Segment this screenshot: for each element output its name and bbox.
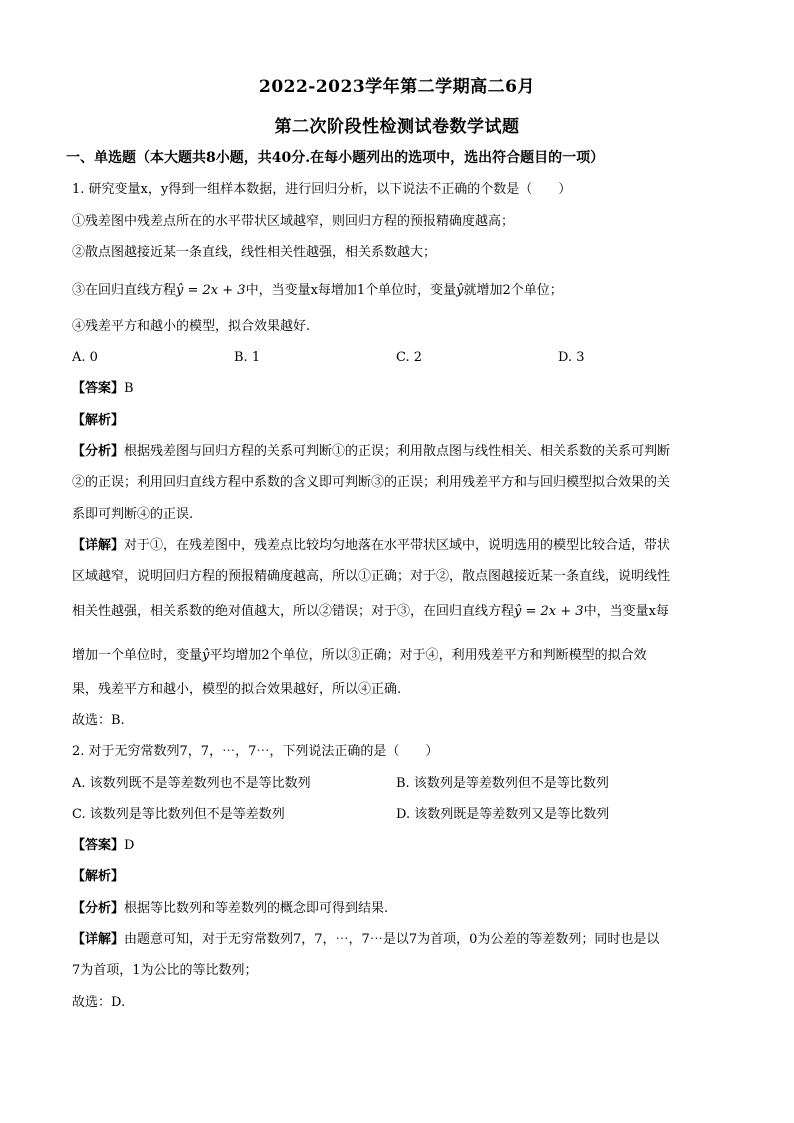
q2-option-b: B. 该数列是等差数列但不是等比数列 <box>396 776 609 791</box>
section-heading: 一、单选题（本大题共8小题，共40分.在每小题列出的选项中，选出符合题目的一项） <box>66 150 605 166</box>
q1-fenxi-text1: 根据残差图与回归方程的关系可判断①的正误；利用散点图与线性相关、相关系数的关系可判断 <box>124 444 671 459</box>
q2-answer-tag: 【答案】 <box>72 838 125 853</box>
q1-statement-4: ④残差平方和越小的模型，拟合效果越好. <box>72 319 311 334</box>
q1-fenxi-line3: 系即可判断④的正误. <box>72 507 194 522</box>
q1-statement-2: ②散点图越接近某一条直线，线性相关性越强，相关系数越大； <box>72 245 437 260</box>
q1-conclusion: 故选：B. <box>72 713 125 728</box>
q1-option-a: A. 0 <box>72 350 98 365</box>
q1-detail-equation: ŷ = 2x + 3 <box>514 604 584 619</box>
q2-answer-value: D <box>124 838 135 853</box>
q2-fenxi-tag: 【分析】 <box>72 901 125 916</box>
q1-detail-tag: 【详解】 <box>72 538 125 553</box>
q1-detail-line2: 区域越窄，说明回归方程的预报精确度越高，所以①正确；对于②，散点图越接近某一条直线，说明线性 <box>72 569 671 584</box>
q1-s3-variable: ŷ <box>456 283 464 298</box>
q2-detail-line1 <box>72 930 722 950</box>
q1-detail-line4 <box>72 646 722 666</box>
q1-fenxi-line2: ②的正误；利用回归直线方程中系数的含义即可判断③的正误；利用残差平方和与回归模型拟合效果的关 <box>72 475 671 490</box>
q1-statement-1: ①残差图中残差点所在的水平带状区域越窄，则回归方程的预报精确度越高； <box>72 214 515 229</box>
q1-s3-text-c: 就增加2个单位； <box>463 283 563 298</box>
q2-analysis-tag: 【解析】 <box>72 869 125 884</box>
q1-s3-equation: ŷ = 2x + 3 <box>176 283 246 298</box>
q1-detail-line1 <box>72 536 722 556</box>
q1-s3-text-b: 中，当变量x每增加1个单位时，变量 <box>245 283 457 298</box>
q1-detail-line5: 果，残差平方和越小，模型的拟合效果越好，所以④正确. <box>72 682 402 697</box>
q2-option-c: C. 该数列是等比数列但不是等差数列 <box>72 807 285 822</box>
q1-fenxi-line1 <box>72 442 722 462</box>
q2-detail-text1: 由题意可知，对于无穷常数列7，7，⋯，7⋯是以7为首项，0为公差的等差数列；同时也是以 <box>124 932 660 947</box>
q2-detail-tag: 【详解】 <box>72 932 125 947</box>
q2-option-d: D. 该数列既是等差数列又是等比数列 <box>396 807 610 822</box>
q1-analysis-tag: 【解析】 <box>72 413 125 428</box>
q1-detail-variable: ŷ <box>202 648 210 663</box>
q1-stem: 1. 研究变量x，y得到一组样本数据，进行回归分析，以下说法不正确的个数是（ ） <box>72 182 572 197</box>
q1-fenxi-tag: 【分析】 <box>72 444 125 459</box>
q2-fenxi-text: 根据等比数列和等差数列的概念即可得到结果. <box>124 901 389 916</box>
q1-detail-text4a: 增加一个单位时，变量 <box>72 648 203 663</box>
q1-answer-tag: 【答案】 <box>72 381 125 396</box>
q1-answer-value: B <box>124 381 134 396</box>
q1-option-d: D. 3 <box>558 350 585 365</box>
q2-detail-line2: 7为首项，1为公比的等比数列； <box>72 963 258 978</box>
q1-statement-3 <box>72 281 722 301</box>
q1-option-b: B. 1 <box>234 350 261 365</box>
q2-conclusion: 故选：D. <box>72 995 126 1010</box>
exam-title-line2: 第二次阶段性检测试卷数学试题 <box>274 117 520 137</box>
q1-detail-text4b: 平均增加2个单位，所以③正确；对于④，利用残差平方和判断模型的拟合效 <box>209 648 647 663</box>
q1-detail-text1: 对于①，在残差图中，残差点比较均匀地落在水平带状区域中，说明选用的模型比较合适，带状 <box>124 538 671 553</box>
q1-detail-line3 <box>72 602 722 622</box>
q1-s3-text-a: ③在回归直线方程 <box>72 283 177 298</box>
q2-fenxi <box>72 899 722 919</box>
q1-answer <box>72 379 722 399</box>
exam-title-line1: 2022-2023学年第二学期高二6月 <box>258 77 535 97</box>
q1-detail-text3b: 中，当变量x每 <box>583 604 669 619</box>
q1-option-c: C. 2 <box>396 350 423 365</box>
q1-detail-text3a: 相关性越强，相关系数的绝对值越大，所以②错误；对于③，在回归直线方程 <box>72 604 515 619</box>
q2-stem: 2. 对于无穷常数列7，7，⋯，7⋯，下列说法正确的是（ ） <box>72 744 439 759</box>
q2-answer <box>72 836 722 856</box>
q2-option-a: A. 该数列既不是等差数列也不是等比数列 <box>72 776 311 791</box>
